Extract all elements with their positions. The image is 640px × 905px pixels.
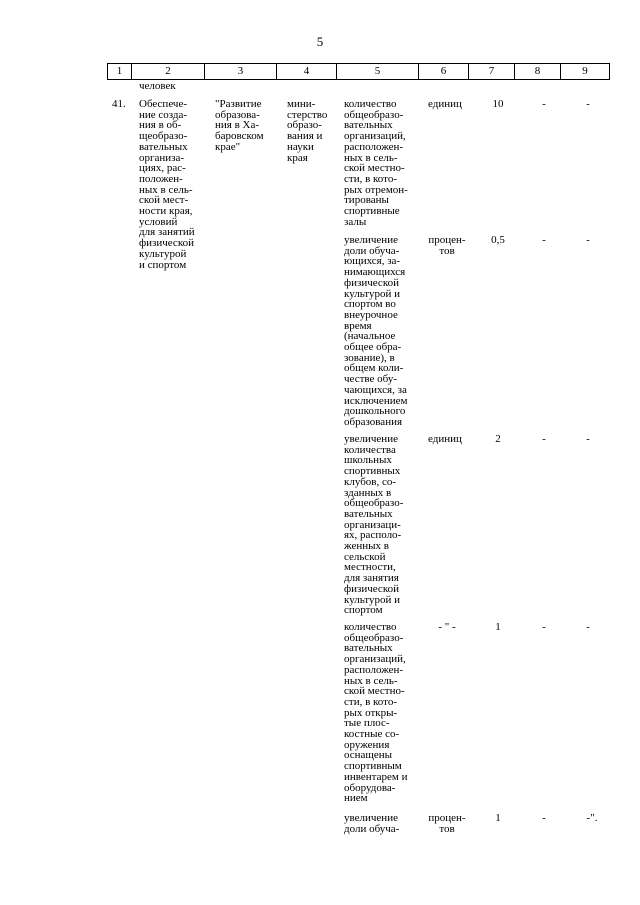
header-col-2: 2 (132, 64, 205, 79)
indicator-value: 0,5 (491, 234, 505, 246)
header-col-5: 5 (337, 64, 419, 79)
row-task: Обеспече- ние созда- ния в об- щеобразо- вательных организа- циях, рас- положен- ных в сель- ской мест- ности края, условий для занятий физической культурой и спортом (139, 98, 195, 271)
indicator-value: 2 (495, 433, 501, 445)
table-header-row (107, 63, 610, 80)
indicator-col8: - (542, 812, 546, 824)
indicator-value: 1 (495, 621, 501, 633)
indicator-value: 1 (495, 812, 501, 824)
header-col-7: 7 (469, 64, 515, 79)
row-executor: мини- стерство образо- вания и науки края (287, 98, 328, 164)
indicator-value: 10 (492, 98, 504, 110)
header-col-6: 6 (419, 64, 469, 79)
page-number: 5 (316, 34, 324, 49)
indicator-name: количество общеобразо- вательных организаций, расположен- ных в сель- ской местно- сти, в кото- рых отремон- тированы спортивные залы (344, 98, 408, 228)
indicator-col9: - (586, 98, 590, 110)
header-col-9: 9 (582, 65, 588, 77)
indicator-unit: единиц (428, 98, 462, 110)
indicator-col9: - (586, 234, 590, 246)
header-col-4: 4 (277, 64, 337, 79)
indicator-col8: - (542, 234, 546, 246)
carry-over-text: человек (139, 80, 176, 92)
indicator-unit: - " - (438, 621, 456, 633)
indicator-unit: процен- тов (428, 234, 466, 257)
indicator-unit: процен- тов (428, 812, 466, 835)
indicator-col8: - (542, 433, 546, 445)
indicator-name: увеличение доли обуча- (344, 812, 400, 835)
indicator-col9: - (586, 433, 590, 445)
row-program: "Развитие образова- ния в Ха- баровском крае" (215, 98, 264, 153)
header-col-3: 3 (205, 64, 277, 79)
indicator-col8: - (542, 98, 546, 110)
indicator-col9: - (586, 621, 590, 633)
indicator-name: увеличение количества школьных спортивных клубов, со- зданных в общеобразо- вательных организаци- ях, располо- женных в сельской местности, для занятия физической культурой и спортом (344, 433, 404, 617)
header-col-1: 1 (108, 64, 132, 79)
indicator-col9: -". (586, 812, 598, 824)
indicator-name: увеличение доли обуча- ющихся, за- нимающихся физической культурой и спортом во внеурочное время (начальное общее обра- зование), в общем коли- честве обу- чающихся, за исключением дошкольного образования (344, 234, 408, 428)
indicator-unit: единиц (428, 433, 462, 445)
row-number: 41. (112, 98, 126, 110)
indicator-name: количество общеобразо- вательных организаций, расположен- ных в сель- ской местно- сти, в кото- рых откры- тые плос- костные со- оружения оснащены спортивным инвентарем и оборудова- нием (344, 621, 408, 805)
indicator-col8: - (542, 621, 546, 633)
header-col-8: 8 (515, 64, 561, 79)
